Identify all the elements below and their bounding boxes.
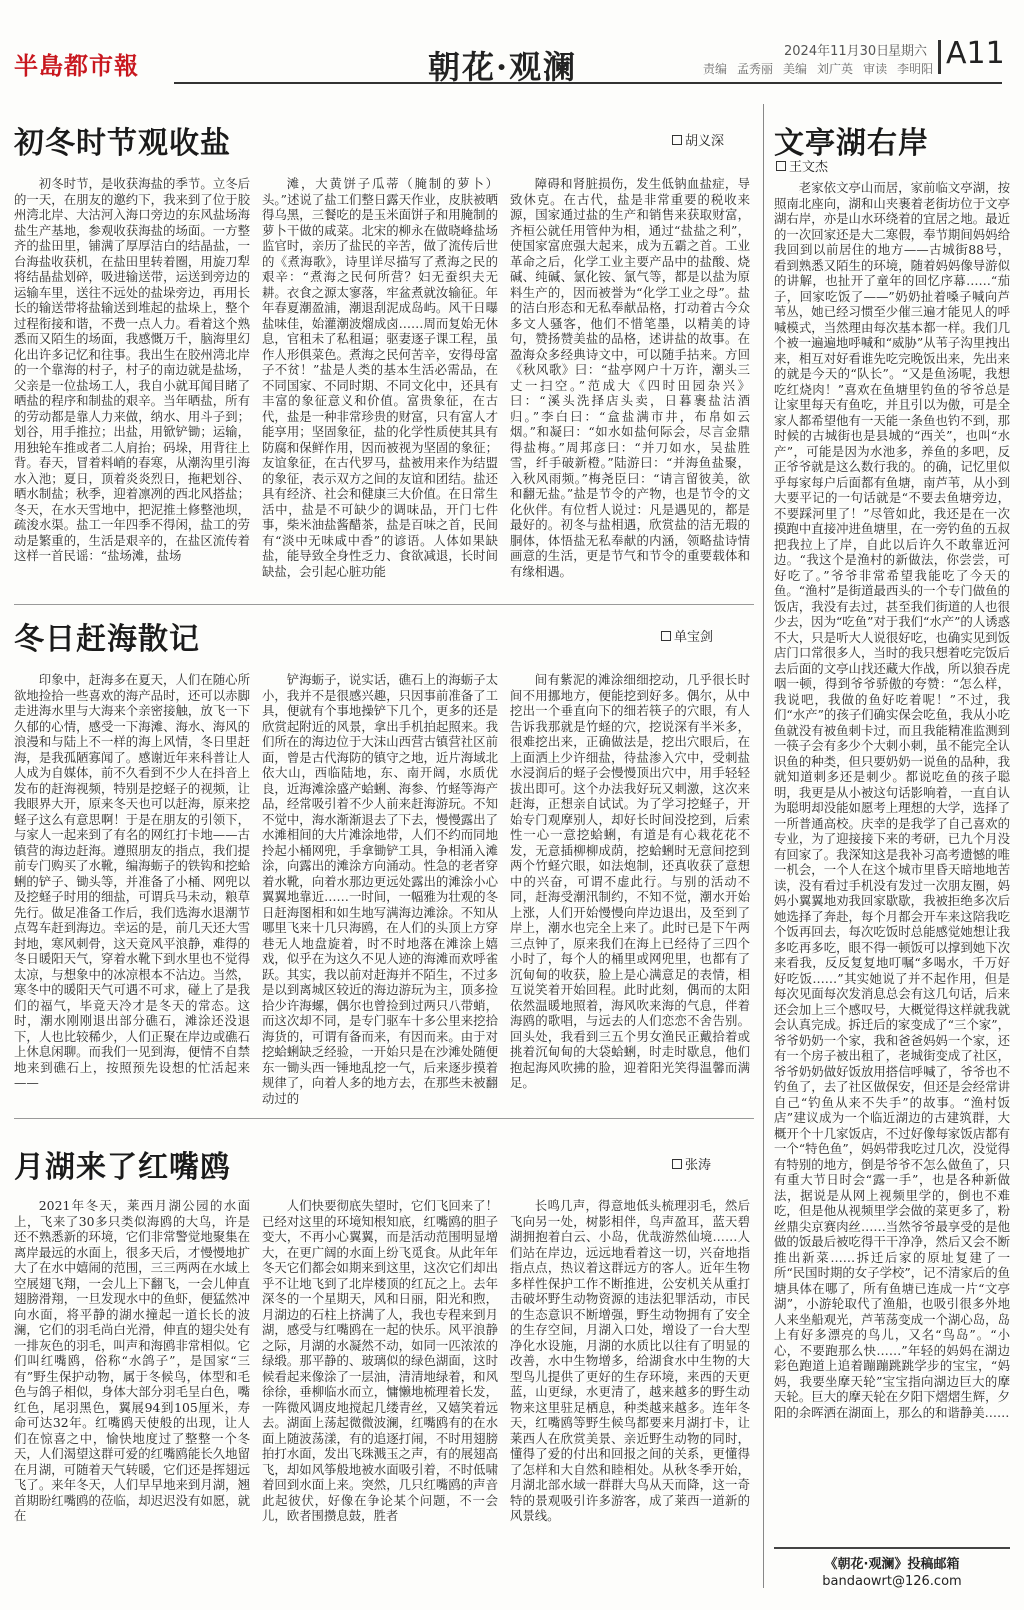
article-text: 印象中，赶海多在夏天，人们在随心所欲地捡拾一些喜欢的海产品时，还可以赤脚走进海水里与大海来个亲密接触，放飞一下久郁的心情，感受一下海滩、海水、海风的浪漫和与陆上不一样的海上风情，冬日里赶海，是我孤陋寡闻了。感谢近年来科普让人人成为自媒体，前不久看到不少人在抖音上发布的赶海视频，特别是挖蛏子的视频，让我眼界大开，原来冬天也可以赶海，原来挖蛏子这么有意思啊！于是在朋友的引领下，与家人一起来到了有名的网红打卡地——古镇营的海边赶海。遵照朋友的指点，我们提前专门购买了水靴，编海蛎子的铁钩和挖蛤蜊的铲子、锄头等，并准备了小桶、网兜以及挖蛏子时用的细盐，可谓兵马未动，粮草先行。做足准备工作后，我们选海水退潮节点驾车赶到海边。幸运的是，前几天还大雪封地，寒风刺骨，这天竟风平浪静，难得的冬日暖阳天气，穿着水靴下到水里也不觉得太凉，与想象中的冰凉根本不沾边。当然，寒冬中的暖阳天气可遇不可求，碰上了是我们的福气，毕竟天冷才是冬天的常态。这时，潮水刚刚退出部分礁石，滩涂还没退下，人也比较稀少，人们正聚在岸边或礁石上休息闲聊。而我们一见到海，便情不自禁地来到礁石上，按照预先设想的忙活起来—— xyxy=(14,672,250,1090)
article-byline xyxy=(672,130,724,149)
article-byline xyxy=(672,1154,711,1173)
article-column xyxy=(510,176,750,596)
issue-date: 2024年11月30日 xyxy=(784,44,890,59)
article-column xyxy=(14,1198,250,1590)
author-name: 单宝剑 xyxy=(674,630,714,645)
byline-box-icon xyxy=(672,1159,682,1169)
credit-role: 责编 xyxy=(703,62,728,76)
byline-box-icon xyxy=(672,135,682,145)
article-column xyxy=(14,176,250,596)
issue-weekday: 星期六 xyxy=(888,44,928,59)
article-text: 间有紫泥的滩涂细细挖动，几乎很长时间不用挪地方，便能挖到好多。偶尔，从中挖出一个垂直向下的细若筷子的穴眼，有人告诉我那就是竹蛏的穴，挖说深有半米多，很难挖出来，正确做法是，挖出穴眼后，在上面洒上少许细盐，待盐渗入穴中，受刺盐水浸润后的蛏子会慢慢顶出穴中，用手轻轻拔出即可。这个办法我好玩又刺激，这次来赶海，正想亲自试试。为了学习挖蛏子，开始专门观摩别人，却好长时间没挖到，后索性一心一意挖蛤蜊，有道是有心栽花花不发，无意插柳柳成荫，挖蛤蜊时无意间挖到两个竹蛏穴眼，如法炮制，还真收获了意想中的兴奋，可谓不虚此行。与别的活动不同，赶海受潮汛制约，不知不觉，潮水开始上涨，人们开始慢慢向岸边退出，及至到了岸上，潮水也完全上来了。此时已是下午两三点钟了，原来我们在海上已经待了三四个小时了，每个人的桶里或网兜里，也都有了沉甸甸的收获，脸上是心满意足的表情，相互说笑着开始回程。此时此刻，偶而的太阳依然温暖地照着，海风吹来海的气息，伴着海鸥的歌唱，与远去的人们恋恋不舍告别。回头处，我看到三五个男女渔民正戴拾着或挑着沉甸甸的大袋蛤蜊，时走时歇息，他们抱起海风吹拂的脸，迎着阳光笑得温馨而满足。 xyxy=(510,672,750,1090)
section-divider xyxy=(14,604,754,605)
article-column xyxy=(262,176,498,596)
credit-role: 美编 xyxy=(783,62,808,76)
author-name: 胡义深 xyxy=(685,134,725,149)
column-divider xyxy=(763,104,764,1588)
article-title: 月湖来了红嘴鸥 xyxy=(14,1150,231,1185)
article-text: 2021年冬天，莱西月湖公园的水面上，飞来了30多只类似海鸥的大鸟，许是还不熟悉新的环境，它们非常警觉地聚集在离岸最远的水面上，很多天后，才慢慢地扩大了在水中嬉闹的范围，三三两两在水域上空展翅飞翔，一会儿上下翻飞，一会儿伸直翅膀滑翔，一旦发现水中的鱼虾，便猛然冲向水面，将平静的湖水撞起一道长长的波澜，它们的羽毛尚白光滑，伸直的翅尖处有一排灰色的羽毛，叫声和海鸥非常相似。它们叫红嘴鸥，俗称“水鸽子”，是国家“三有”野生保护动物，属于冬候鸟，体型和毛色与鸽子相似，身体大部分羽毛呈白色，嘴红色，尾羽黑色，翼展94到105厘米，寿命可达32年。红嘴鸥天使般的出现，让人们在惊喜之中，愉快地度过了整整一个冬天，人们渴望这群可爱的红嘴鸥能长久地留在月湖，可随着天气转暖，它们还是挥翅远飞了。来年冬天，人们早早地来到月湖，翘首期盼红嘴鸥的莅临，却迟迟没有如愿，就在 xyxy=(14,1198,250,1523)
submission-box xyxy=(774,1547,1010,1593)
submission-title: 《朝花·观澜》投稿邮箱 xyxy=(824,1557,960,1572)
article-title: 文亭湖右岸 xyxy=(774,126,929,161)
credit-name: 李明阳 xyxy=(897,62,934,76)
credit-name: 孟秀丽 xyxy=(737,62,774,76)
article-column xyxy=(14,672,250,1108)
article-text: 初冬时节，是收获海盐的季节。立冬后的一天，在朋友的邀约下，我来到了位于胶州湾北岸、大沽河入海口旁边的东风盐场海盐生产基地，参观收获海盐的场面。一方整齐的盐田里，铺满了厚厚洁白的结晶盐，一台海盐收获机，在盐田里转着圈，用旋刀犁将结晶盐划碎，吸进输送带，运送到旁边的运输车里，送往不远处的盐垛旁边，再用长长的输送带将盐输送到堆起的盐垛上，整个过程衔接和谐，不费一点人力。看着这个熟悉而又陌生的场面，我感慨万千，脑海里幻化出许多记忆和往事。我出生在胶州湾北岸的一个靠海的村子，村子的南边就是盐场，父亲是一位盐场工人，我自小就耳闻目睹了晒盐的程序和制盐的艰辛。当年晒盐，所有的劳动都是靠人力来做，纳水、用斗子到；划谷，用手推拉；出盐，用锨铲锄；运输，用独轮车推或者二人肩抬；码垛，用背往上背。春天，冒着料峭的春寒，从潮沟里引海水入池；夏日，顶着炎炎烈日，拖耙划谷、晒水制盐；秋季，迎着凛冽的西北风搭盐；冬天，在水天雪地中，把泥推土修整池坝，疏浚水渠。盐工一年四季不得闲，盐工的劳动是繁重的，生活是艰辛的，在盐区流传着这样一首民谣：“盐场滩，盐场 xyxy=(14,176,250,563)
article-text: 老家依文亭山而居，家前临文亭湖，按照南北座向，湖和山夹裹着老街坊位于文亭湖右岸，亦是山水环绕着的宜居之地。最近的一次回家还是大二寒假，奉节期间妈妈给我回到以前居住的地方——古城街88号，看到熟悉又陌生的环境，随着妈妈像导游似的讲解，也扯开了童年的回忆序幕……“茄子，回家吃饭了——”奶奶扯着嗓子喊向芦苇丛，她已经习惯至少催三遍才能见人的呼喊模式，当然理由每次基本都一样。我们几个被一遍遍地呼喊和“威胁”从苇子沟里拽出来，相互对好看谁先吃完晚饭出来，先出来的就是今天的“队长”。“又是鱼汤呢，我想吃红烧肉！”喜欢在鱼塘里钓鱼的爷爷总是让家里每天有鱼吃，并且引以为傲，可是全家人都希望他有一天能一条鱼也钓不到，那时候的古城街也是县城的“西关”，也叫“水产”，可能是因为水池多，养鱼的多吧，反正爷爷就是这么数行我的。的确，记忆里似乎每家每户后面都有鱼塘，南芦苇，从小到大要平记的一句话就是“不要去鱼塘旁边，不要踩河里了！”尽管如此，我还是在一次摸跑中直接冲进鱼塘里，在一旁钓鱼的五叔把我拉上了岸，自此以后许久不敢靠近河边。“我这个是渔村的新做法，你尝尝，可好吃了。”爷爷非常希望我能吃了今天的鱼。“渔村”是街道最西头的一个专门做鱼的饭店，我没有去过，甚至我们街道的人也很少去，因为“吃鱼”对于我们“水产”的人诱惑不大，只是听大人说很好吃，也确实见到饭店门口常很多人，当时的我只想着吃完饭后去后面的文亭山找还藏大作战，所以狼吞虎咽一顿，得到爷爷骄傲的夸赞：“怎么样，我说吧，我做的鱼好吃着呢！”不过，我们“水产”的孩子们确实保会吃鱼，我从小吃鱼就没有被鱼刺卡过，而且我能精准监测到一筷子会有多少个大刺小刺，虽不能完全认识鱼的种类，但只要奶奶一说鱼的品种，我就知道刺多还是刺少。都说吃鱼的孩子聪明，我更是从小被这句话影响着，一直自认为聪明却没能如愿考上理想的大学，选择了一所普通高校。庆幸的是我学了自己喜欢的专业，为了迎接接下来的考研，已九个月没有回家了。我深知这是我补习高考遗憾的唯一机会，一个人在这个城市里昏天暗地地苦读，没有看过手机没有发过一次朋友圈，妈妈小翼翼地劝我回家歇歇，我被拒绝多次后她选择了奔赴，每个月都会开车来这陪我吃个饭再回去，每次吃饭时总能感觉她想让我多吃再多吃，眼不得一顿饭可以撑到她下次来看我，反反复复地叮嘱“多喝水，千万好好吃饭……”其实她说了并不起作用，但是每次见面每次发消息总会有这几句话，后来还会加上三个感叹号，大概觉得这样就我就会认真完成。拆迁后的家变成了“三个家”，爷爷奶奶一个家，我和爸爸妈妈一个家，还有一个房子被出租了，老城街变成了社区，爷爷奶奶做好饭放用搭信呼喊了，爷爷也不钓鱼了，去了社区做保安，但还是会经常讲自己“钓鱼从来不失手”的故事。“渔村饭店”建议成为一个临近湖边的古建筑群，大概开个十几家饭店，不过好像每家饭店都有一个“特色鱼”，妈妈带我吃过几次，没觉得有特别的地方，倒是爷爷不怎么做鱼了，只有重大节日时会“露一手”，也是各种新做法，据说是从网上视频里学的，倒也不难吃，但是他从视频里学会做的菜更多了，粉丝鼎尖京赛肉丝……当然爷爷最享受的是他做的饭最后被吃得干干净净，然后又会不断推出新菜……拆迁后家的原址复建了一所“民国时期的女子学校”，记不清家后的鱼塘具体在哪了，所有鱼塘已连成一片“文亭湖”，小游轮取代了渔船，也吸引很多外地人来坐船观光，芦苇荡变成一个湖心岛，岛上有好多漂亮的鸟儿，又名“鸟岛”。“小心，不要跑那么快……”年轻的妈妈在湖边彩色跑道上追着蹦蹦跳跳学步的宝宝，“妈妈，我要坐摩天轮”宝宝指向湖边巨大的摩天轮。巨大的摩天轮在夕阳下熠熠生辉，夕阳的余晖洒在湖面上，那么的和谐静美…… xyxy=(774,180,1010,1420)
page-number: A11 xyxy=(946,36,1005,71)
article-column xyxy=(510,672,750,1108)
article-byline xyxy=(661,626,713,645)
credit-role: 审读 xyxy=(863,62,888,76)
article-text: 人们快要彻底失望时，它们飞回来了！已经对这里的环境知根知底，红嘴鸥的胆子变大，不再小心翼翼，而是活动范围明显增大，在更广阔的水面上纷飞觅食。从此年年冬天它们都会如期来到这里，这次它们却出乎不让地飞到了北岸楼顶的红瓦之上。去年深冬的一个星期天，风和日丽，阳光和煦，月湖边的石柱上挤满了人，我也专程来到月湖，感受与红嘴鸥在一起的快乐。风平浪静之际，月湖的水凝然不动，如同一匹浓浓的绿缎。那平静的、玻璃似的绿色湖面，这时候看起来像涂了一层油，清清地绿着，和风徐徐，垂柳临水而立，慵懒地梳理着长发，一阵微风调皮地搅起几缕青丝，又嬉笑着远去。湖面上荡起微微波澜，红嘴鸥有的在水面上随波荡漾，有的追逐打闹，不时用翅膀拍打水面，发出飞珠溅玉之声，有的展翅高飞，却如风筝般地被水面吸引着，不时低啸着回到水面上来。突然，几只红嘴鸥的声音此起彼伏，好像在争论某个问题，不一会儿，欧者围攒息鼓，胜者 xyxy=(262,1198,498,1523)
article-column xyxy=(510,1198,750,1590)
masthead xyxy=(14,36,1010,86)
newspaper-logo: 半島都市報 xyxy=(14,51,139,80)
article-column xyxy=(774,180,1010,1540)
credit-name: 刘广英 xyxy=(817,62,854,76)
article-byline xyxy=(776,156,828,175)
page-number-divider xyxy=(938,40,941,74)
article-column xyxy=(262,672,498,1108)
article-column xyxy=(262,1198,498,1590)
article-title: 冬日赶海散记 xyxy=(14,622,200,657)
masthead-rule xyxy=(174,82,1002,84)
submission-email[interactable]: bandaowrt@126.com xyxy=(822,1574,962,1589)
byline-box-icon xyxy=(776,161,786,171)
author-name: 王文杰 xyxy=(789,160,829,175)
article-text: 滩，大黄饼子瓜蒂（腌制的萝卜）头。”述说了盐工们整日露天作业，皮肤被晒得乌黑，三餐吃的是玉米面饼子和用腌制的萝卜干做的咸菜。北宋的柳永在做晓峰盐场监官时，亲历了盐民的辛苦，做了流传后世的《煮海歌》，诗里详尽描写了煮海之民的艰辛：“煮海之民何所营？妇无蚕织夫无耕。衣食之源太寥落，牢盆煮就汝输征。年年春夏潮盈浦，潮退刮泥成岛屿。风干日曝盐味佳，始灌潮波熘成卤……周而复始无休息，官租未了私租逼；驱妻逐子课工程，虽作人形俱菜色。煮海之民何苦辛，安得母富子不贫！”盐是人类的基本生活必需品，在不同国家、不同时期、不同文化中，还具有丰富的象征意义和价值。富贵象征，在古代，盐是一种非常珍贵的财富，只有富人才能享用；坚固象征，盐的化学性质使其具有防腐和保鲜作用，因而被视为坚固的象征；友谊象征，在古代罗马，盐被用来作为结盟的象征，表示双方之间的友谊和团结。盐还具有经济、社会和健康三大价值。在日常生活中，盐是不可缺少的调味品，开门七件事，柴米油盐酱醋茶，盐是百味之首，民间有“淡中无味咸中香”的谚语。人体如果缺盐，能导致全身性乏力、食欲减退，长时间缺盐，会引起心脏功能 xyxy=(262,176,498,579)
section-divider xyxy=(14,1118,754,1119)
article-title: 初冬时节观收盐 xyxy=(14,126,231,161)
section-title: 朝花·观澜 xyxy=(428,48,578,86)
article-text: 长鸣几声，得意地低头梳理羽毛，然后飞向另一处，树影相伴，鸟声盈耳，蓝天碧湖拥抱着白云、小岛，优哉游然仙境……人们站在岸边，远远地看着这一切，兴奋地指指点点，热议着这群远方的客人。近年生物多样性保护工作不断推进，公安机关从重打击破坏野生动物资源的违法犯罪活动，市民的生态意识不断增强，野生动物拥有了安全的生存空间，月湖入口处，增设了一台大型净化水设施，月湖的水质比以往有了明显的改善，水中生物增多，给湖食水中生物的大型鸟儿提供了更好的生存环境，来西的天更蓝，山更绿，水更清了，越来越多的野生动物来这里驻足栖息，种类越来越多。连年冬天，红嘴鸥等野生候鸟都要来月湖打卡，让莱西人在欣赏美景、亲近野生动物的同时，懂得了爱的付出和回报之间的关系，更懂得了怎样和大自然和睦相处。从秋冬季开始，月湖北部水域一群群大鸟从天而降，这一奇特的景观吸引许多游客，成了莱西一道新的风景线。 xyxy=(510,1198,750,1523)
article-text: 铲海蛎子，说实话，礁石上的海蛎子太小，我并不是很感兴趣，只因事前准备了工具，便就有个事地操铲下几个，更多的还是欣赏起附近的风景，拿出手机拍起照来。我们所在的海边位于大沫山西营古镇营社区前面，曾是古代海防的镇守之地，近片海域北依大山，西临陆地，东、南开阔，水质优良，近海滩涂盛产蛤蜊、海参、竹蛏等海产品，经常吸引着不少人前来赶海游玩。不知不觉中，海水渐渐退去了下去，慢慢露出了水滩相间的大片滩涂地带，人们不约而同地拎起小桶网兜，手拿锄铲工具，争相涌入滩涂，向露出的滩涂方向涌动。性急的老者穿着水靴，向着水那边更远处露出的滩涂小心翼翼地靠近……一时间，一幅雅为壮观的冬日赶海图相和如生地写满海边滩涂。不知从哪里飞来十几只海鸥，在人们的头顶上方穿巷无人地盘旋着，时不时地落在滩涂上嬉戏，似乎在为这久不见人迹的海滩而欢呼雀跃。其实，我以前对赶海并不陌生，不过多是以到离城区较近的海边游玩为主，顶多捡拾少许海螺，偶尔也曾捡到过两只八带蛸，而这次却不同，是专门驱车十多公里来挖拾海货的，可谓有备而来，有因而来。由于对挖蛤蜊缺乏经验，一开始只是在沙滩处随便东一锄头西一锤地乱挖一气，后来逐步摸着规律了，向着人多的地方去，在那些未被翻动过的 xyxy=(262,672,498,1106)
editor-credits xyxy=(703,60,943,77)
author-name: 张涛 xyxy=(685,1158,712,1173)
byline-box-icon xyxy=(661,631,671,641)
article-text: 障碍和肾脏损伤，发生低钠血盐症，导致休克。在古代，盐是非常重要的税收来源，国家通过盐的生产和销售来获取财富，齐桓公就任用管仲为相，通过“盐盐之利”，使国家富庶强大起来，成为五霸之首。工业革命之后，化学工业主要产品中的盐酸、烧碱、纯碱、氯化铵、氯气等，都是以盐为原料生产的，因而被誉为“化学工业之母”。盐的洁白形态和无私奉献品格，打动着古今众多文人骚客，他们不惜笔墨，以精美的诗句，赞扬赞美盐的品格，述讲盐的故事。在盈海众多经典诗文中，可以随手拈来。方回《秋风歌》曰：“盐亭网户十万许，潮头三丈一扫空。”范成大《四时田园杂兴》曰：“溪头洗择店头卖，日暮裹盐沽酒归。”李白曰：“盒盐满市井，布帛如云烟。”和凝曰：“如水如盐何际会，尽言金鼎得盐梅。”周邦彦曰：“并刀如水，吴盐胜雪，纤手破新橙。”陆游曰：“并海鱼盐聚，入秋风雨频。”梅尧臣曰：“请言留彼美，欲和翻无盐。”盐是节令的产物，也是节令的文化伙伴。有位哲人说过：凡是遇见的，都是最好的。初冬与盐相遇，欣赏盐的洁无瑕的胴体，体悟盐无私奉献的内涵，领略盐诗情画意的生活，更是节气和节令的重要载体和有缘相遇。 xyxy=(510,176,750,579)
